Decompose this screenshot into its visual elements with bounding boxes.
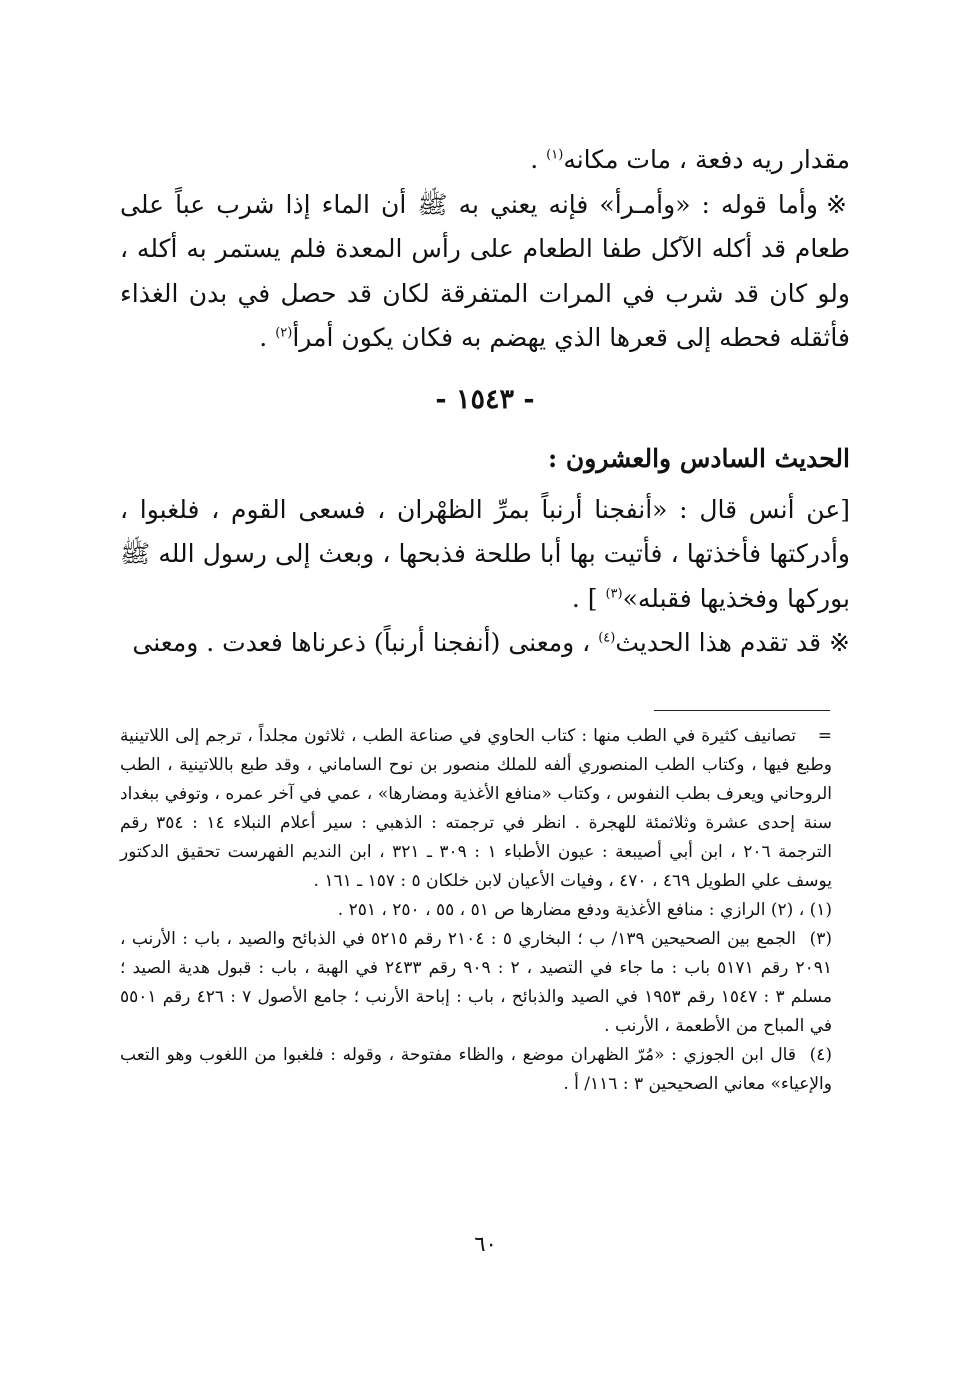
footnote-4-number: (٤) bbox=[809, 1045, 832, 1065]
paragraph-2-text: وأما قوله : «وأمـرأ» فإنه يعني به ﷺ أن الماء إذا شرب عباً على طعام قد أكله الآكل طفا الطعام على رأس المعدة فلم يستمر به أكله ، ولو كان قد شرب في المرات المتفرقة لكان قد حصل في بدن الغذاء فأثقله فحطه إلى قعرها الذي يهضم به فكان يكون أمرأ bbox=[120, 189, 850, 352]
footnote-3 bbox=[120, 925, 832, 1041]
paragraph-3-text: قد تقدم هذا الحديث bbox=[615, 628, 822, 657]
paragraph-1-end: . bbox=[530, 145, 547, 174]
footnote-ref-1: (١) bbox=[546, 147, 564, 163]
footnote-1-2 bbox=[120, 896, 832, 925]
footnote-ref-3: (٣) bbox=[605, 586, 623, 602]
page-number: ٦٠ bbox=[474, 1232, 497, 1256]
hadith-text bbox=[120, 488, 850, 622]
footnotes bbox=[120, 722, 832, 1099]
footnote-ref-4: (٤) bbox=[598, 630, 616, 646]
footnote-continued-text: تصانيف كثيرة في الطب منها : كتاب الحاوي في صناعة الطب ، ثلاثون مجلداً ، ترجم إلى اللاتينية وطبع فيها ، وكتاب الطب المنصوري ألفه للملك منصور بن نوح الساماني ، وقد طبع باللاتينية ، الطب الروحاني ويعرف بطب النفوس ، وكتاب «منافع الأغذية ومضارها» ، عمي في آخر عمره ، وتوفي ببغداد سنة إحدى عشرة وثلاثمئة للهجرة . انظر في ترجمته : الذهبي : سير أعلام النبلاء ١٤ : ٣٥٤ رقم الترجمة ٢٠٦ ، ابن أبي أصيبعة : عيون الأطباء ١ : ٣٠٩ ـ ٣٢١ ، ابن النديم الفهرست تحقيق الدكتور يوسف علي الطويل ٤٦٩ ، ٤٧٠ ، وفيات الأعيان لابن خلكان ٥ : ١٥٧ ـ ١٦١ . bbox=[120, 726, 832, 891]
paragraph-3-continuation: ، ومعنى (أنفجنا أرنباً) ذعرناها فعدت . ومعنى bbox=[132, 628, 599, 657]
footnote-continued-mark: = bbox=[817, 726, 832, 746]
footnote-4-text: قال ابن الجوزي : «مُرّ الظهران موضع ، والظاء مفتوحة ، وقوله : فلغبوا من اللغوب وهو التعب والإعياء» معاني الصحيحين ٣ : ١١٦/ أ . bbox=[120, 1045, 832, 1094]
footnote-1-2-text: الرازي : منافع الأغذية ودفع مضارها ص ٥١ ، ٥٥ ، ٢٥٠ ، ٢٥١ . bbox=[337, 900, 771, 920]
hadith-number-heading: - ١٥٤٣ - bbox=[435, 383, 535, 415]
footnote-continued bbox=[120, 722, 832, 896]
hadith-end: ] . bbox=[571, 583, 606, 613]
footnote-3-text: الجمع بين الصحيحين ١٣٩/ ب ؛ البخاري ٥ : ٢١٠٤ رقم ٥٢١٥ في الذبائح والصيد ، باب : الأرنب ، ٢٠٩١ رقم ٥١٧١ باب : ما جاء في التصيد ، ٢ : ٩٠٩ رقم ٢٤٣٣ في الهبة ، باب : قبول هدية الصيد ؛ مسلم ٣ : ١٥٤٧ رقم ١٩٥٣ في الصيد والذبائح ، باب : إباحة الأرنب ؛ جامع الأصول ٧ : ٤٢٦ رقم ٥٥٠١ في المباح من الأطعمة ، الأرنب . bbox=[120, 929, 832, 1036]
paragraph-2-end: . bbox=[259, 323, 276, 352]
footnote-divider bbox=[654, 710, 830, 711]
main-text bbox=[120, 138, 850, 666]
asterisk-mark-icon: ※ bbox=[829, 628, 850, 657]
paragraph-2 bbox=[120, 183, 850, 361]
footnote-3-number: (٣) bbox=[809, 929, 832, 949]
footnote-ref-2: (٢) bbox=[275, 325, 293, 341]
hadith-body: [عن أنس قال : «أنفجنا أرنباً بمرِّ الظهْران ، فسعى القوم ، فلغبوا ، وأدركتها فأخذتها ، فأتيت بها أبا طلحة فذبحها ، وبعث إلى رسول الله ﷺ بوركها وفخذيها فقبله» bbox=[120, 494, 850, 613]
paragraph-1 bbox=[120, 138, 850, 183]
paragraph-1-text: مقدار ريه دفعة ، مات مكانه bbox=[563, 145, 850, 174]
footnote-4 bbox=[120, 1041, 832, 1099]
paragraph-3 bbox=[120, 621, 850, 666]
footnote-1-2-number: (١) ، (٢) bbox=[770, 900, 832, 920]
asterisk-mark-icon: ※ bbox=[825, 189, 850, 219]
hadith-subheading: الحديث السادس والعشرون : bbox=[547, 444, 850, 473]
